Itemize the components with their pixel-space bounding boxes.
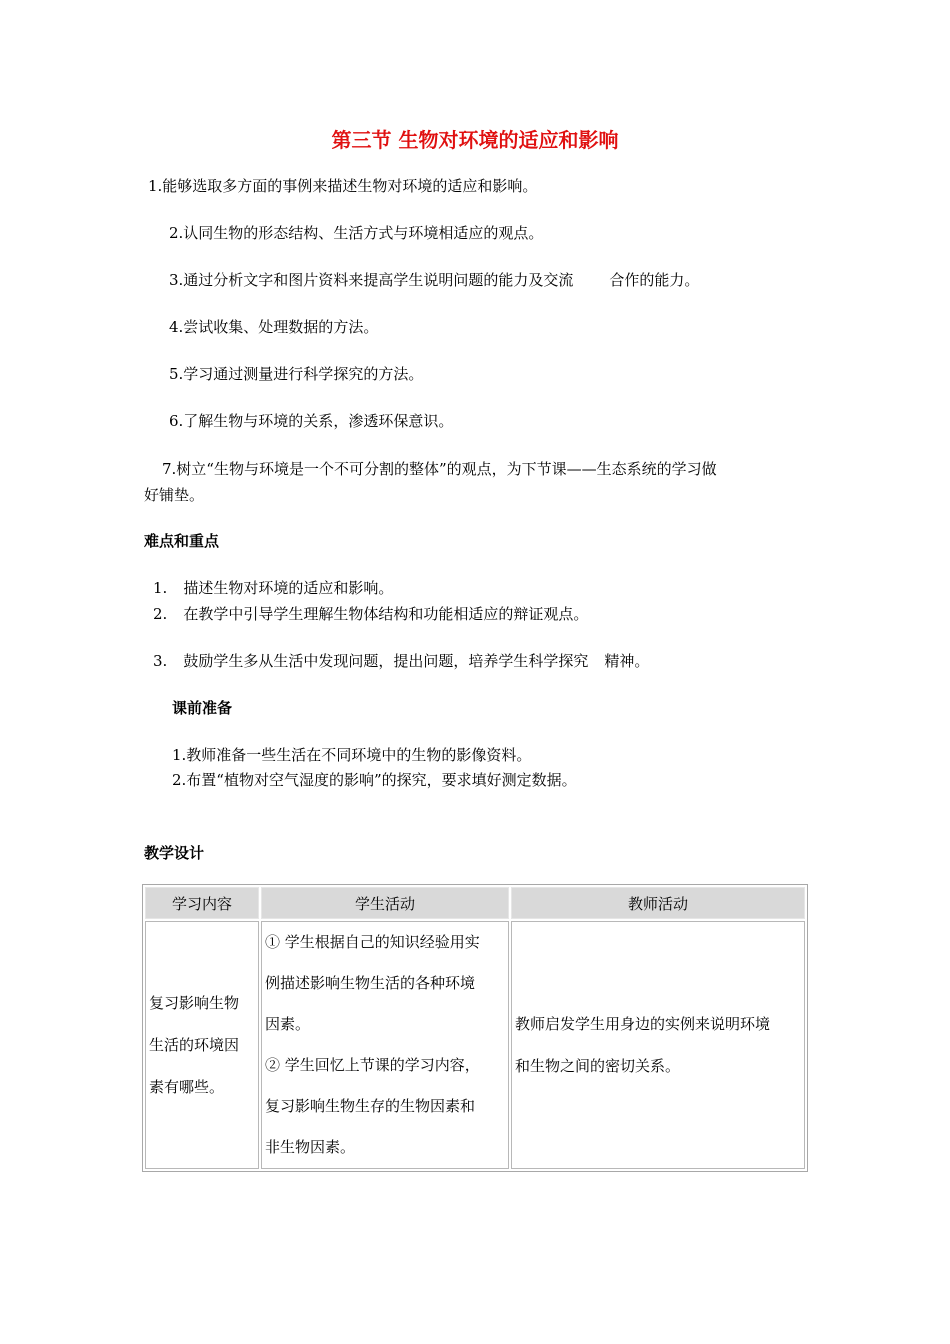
column-header-student: 学生活动 <box>261 887 509 919</box>
objective-7-cont: 好铺垫。 <box>144 486 205 504</box>
key-point-text: 鼓励学生多从生活中发现问题，提出问题，培养学生科学探究 <box>183 652 589 670</box>
student-line: 复习影响生物生存的生物因素和 <box>265 1097 476 1115</box>
student-activity-cell <box>261 921 509 1169</box>
teacher-line: 和生物之间的密切关系。 <box>515 1057 681 1075</box>
objective-3 <box>169 269 699 290</box>
student-line: 非生物因素。 <box>265 1138 356 1156</box>
teacher-line: 教师启发学生用身边的实例来说明环境 <box>515 1015 771 1033</box>
teaching-design-table <box>142 884 808 1172</box>
content-line: 素有哪些。 <box>149 1078 225 1096</box>
key-point-tail: 精神。 <box>604 652 650 670</box>
key-point-num: 1. <box>153 579 168 597</box>
key-point-text: 描述生物对环境的适应和影响。 <box>183 579 394 597</box>
key-point-3 <box>153 650 649 671</box>
table-header-row <box>145 887 805 919</box>
objective-2: 2.认同生物的形态结构、生活方式与环境相适应的观点。 <box>169 224 544 242</box>
key-points-heading: 难点和重点 <box>144 532 220 550</box>
content-line: 生活的环境因 <box>149 1036 240 1054</box>
page-title: 第三节 生物对环境的适应和影响 <box>331 128 619 152</box>
objective-5: 5.学习通过测量进行科学探究的方法。 <box>169 365 424 383</box>
preparation-item-1: 1.教师准备一些生活在不同环境中的生物的影像资料。 <box>172 746 532 764</box>
column-header-content: 学习内容 <box>145 887 259 919</box>
teacher-activity-cell <box>511 921 805 1169</box>
design-heading: 教学设计 <box>144 844 205 862</box>
student-line: 因素。 <box>265 1015 311 1033</box>
table-row <box>145 921 805 1169</box>
key-point-text: 在教学中引导学生理解生物体结构和功能相适应的辩证观点。 <box>183 605 589 623</box>
preparation-heading: 课前准备 <box>172 699 233 717</box>
objective-3-tail: 合作的能力。 <box>609 271 700 289</box>
key-point-2 <box>153 603 588 624</box>
student-line: ① 学生根据自己的知识经验用实 <box>265 933 480 951</box>
objective-6: 6.了解生物与环境的关系，渗透环保意识。 <box>169 412 454 430</box>
column-header-teacher: 教师活动 <box>511 887 805 919</box>
content-cell <box>145 921 259 1169</box>
objective-7: 7.树立“生物与环境是一个不可分割的整体”的观点，为下节课——生态系统的学习做 <box>162 460 717 478</box>
content-line: 复习影响生物 <box>149 994 240 1012</box>
objective-4: 4.尝试收集、处理数据的方法。 <box>169 318 379 336</box>
key-point-1 <box>153 577 393 598</box>
key-point-num: 3. <box>153 652 168 670</box>
student-line: ② 学生回忆上节课的学习内容， <box>265 1056 480 1074</box>
objective-1: 1.能够选取多方面的事例来描述生物对环境的适应和影响。 <box>148 177 538 195</box>
objective-3-text: 3.通过分析文字和图片资料来提高学生说明问题的能力及交流 <box>169 271 574 289</box>
key-point-num: 2. <box>153 605 168 623</box>
preparation-item-2: 2.布置“植物对空气湿度的影响”的探究，要求填好测定数据。 <box>172 771 577 789</box>
student-line: 例描述影响生物生活的各种环境 <box>265 974 476 992</box>
